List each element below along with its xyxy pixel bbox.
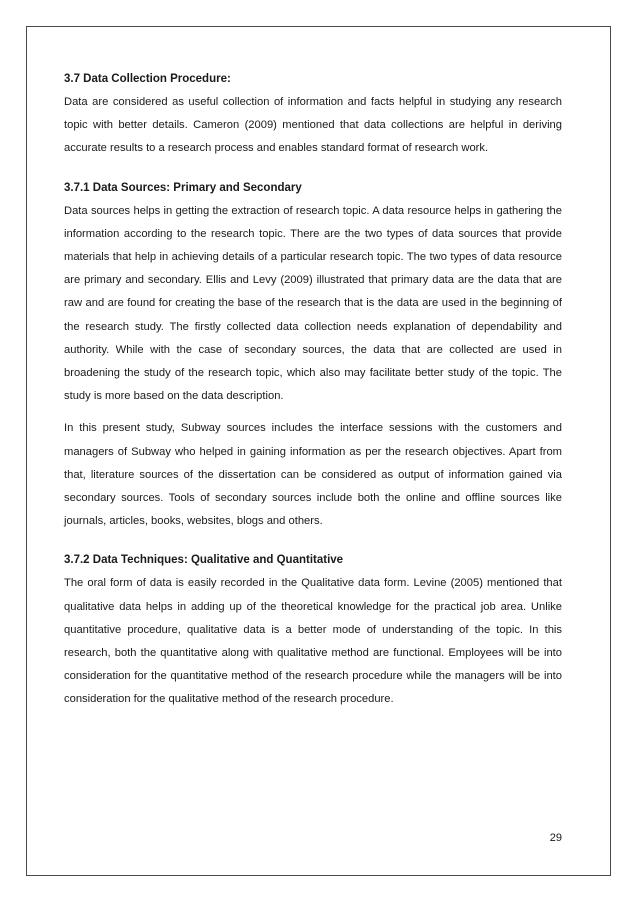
page-number: 29 (549, 832, 562, 844)
paragraph: Data sources helps in getting the extraction of research topic. A data resource helps in gathering the information according to the research topic. There are the two types of data sources that provide materials that help in achieving details of a particular research topic. The two types of data resource are primary and secondary. Ellis and Levy (2009) illustrated that primary data are the data that are raw and are found for creating the base of the research that is the data are used in the beginning of the research study. The firstly collected data collection needs explanation of dependability and authority. While with the case of secondary sources, the data that are collected are used in broadening the study of the research topic, which also may facilitate better study of the topic. The study is more based on the data description. (64, 204, 562, 403)
paragraph: In this present study, Subway sources includes the interface sessions with the customers and managers of Subway who helped in gaining information as per the research objectives. Apart from that, literature sources of the dissertation can be considered as output of information gained via secondary sources. Tools of secondary sources include both the online and offline sources like journals, articles, books, websites, blogs and others. (64, 422, 562, 528)
paragraph: Data are considered as useful collection of information and facts helpful in studying any research topic with better details. Cameron (2009) mentioned that data collections are helpful in deriving accurate results to a research process and enables standard format of research work. (64, 96, 562, 155)
section-heading-3-7-2: 3.7.2 Data Techniques: Qualitative and Quantitative (64, 554, 344, 567)
section-heading-3-7-1: 3.7.1 Data Sources: Primary and Secondary (64, 181, 302, 194)
section-heading-3-7: 3.7 Data Collection Procedure: (64, 73, 231, 85)
document-body (64, 68, 562, 712)
paragraph: The oral form of data is easily recorded in the Qualitative data form. Levine (2005) mentioned that qualitative data helps in adding up of the theoretical knowledge for the practical job area. Unlike quantitative procedure, qualitative data is a better mode of understanding of the topic. In this research, both the quantitative along with qualitative method are functional. Employees will be into consideration for the quantitative method of the research procedure while the managers will be into consideration for the qualitative method of the research procedure. (64, 577, 562, 706)
